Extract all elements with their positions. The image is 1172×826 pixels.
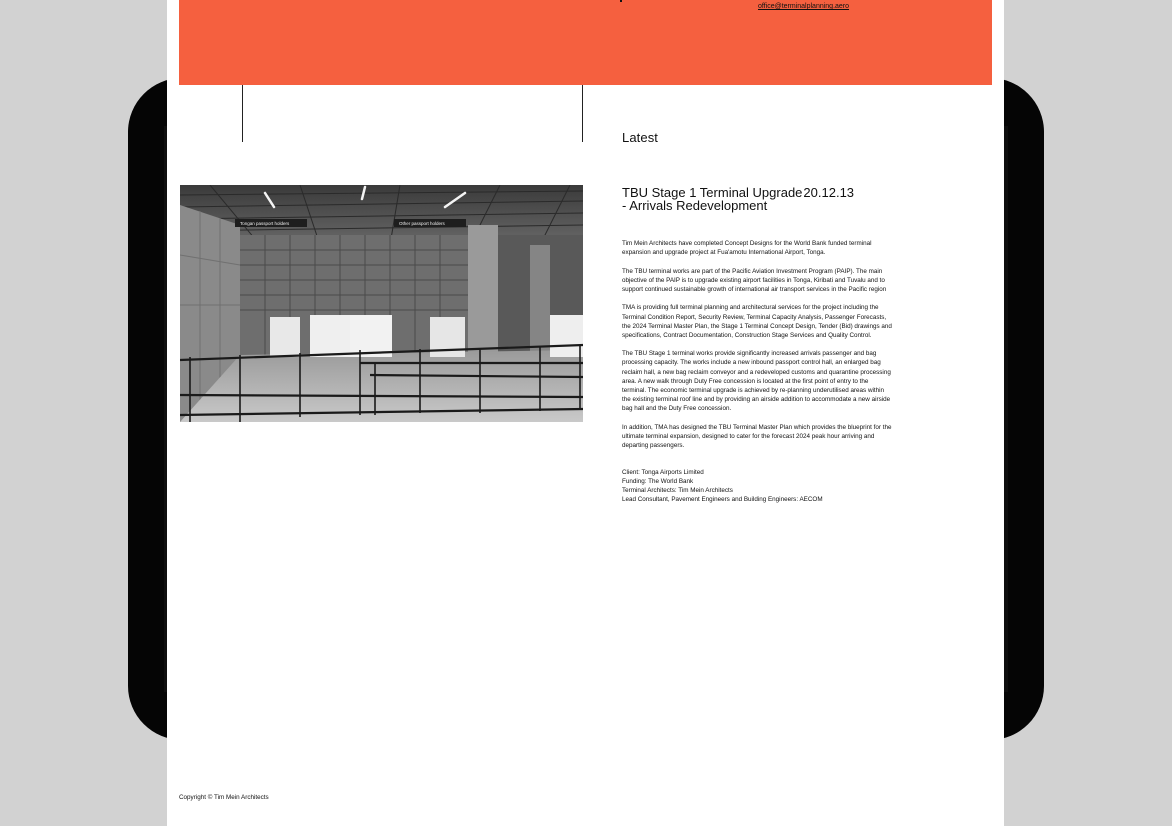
hero-text-fragment bbox=[620, 0, 622, 2]
credit-funding: Funding: The World Bank bbox=[622, 478, 694, 486]
column-divider-left bbox=[242, 85, 243, 142]
contact-email-link[interactable]: office@terminalplanning.aero bbox=[758, 3, 850, 10]
description-paragraph: The TBU terminal works are part of the Pacific Aviation Investment Program (PAIP). The main objective of the PAIP is to upgrade existing airport facilities in Tonga, Kiribati and Tuvalu and to support continued sustainable growth of international air transport services in the Pacific region bbox=[622, 267, 887, 293]
column-divider-right bbox=[582, 85, 583, 142]
sign-text-right: Other passport holders bbox=[399, 221, 445, 226]
description-paragraph: The TBU Stage 1 terminal works provide significantly increased arrivals passenger and bag processing capacity. The works include a new inbound passport control hall, an enlarged bag reclaim hall, a new bag reclaim conveyor and a redeveloped customs and quarantine processing area. A new walk through Duty Free concession is located at the first point of entry to the terminal. The economic terminal upgrade is achieved by re-planning underutilised areas within the existing terminal roof line and by providing an airside addition to accommodate a new airside bag hall and the Duty Free concession. bbox=[622, 350, 891, 413]
project-title-line2: - Arrivals Redevelopment bbox=[622, 198, 768, 213]
arrivals-hall-rendering bbox=[180, 185, 583, 422]
credit-client: Client: Tonga Airports Limited bbox=[622, 469, 704, 476]
hero-banner bbox=[179, 0, 992, 85]
project-credits bbox=[622, 468, 922, 505]
project-image[interactable] bbox=[180, 185, 583, 422]
sign-text-left: Tongan passport holders bbox=[240, 221, 290, 226]
project-date: 20.12.13 bbox=[803, 185, 855, 200]
credit-architects: Terminal Architects: Tim Mein Architects bbox=[622, 487, 733, 495]
description-paragraph: In addition, TMA has designed the TBU Terminal Master Plan which provides the blueprint for the ultimate terminal expansion, designed to cater for the forecast 2024 peak hour arriving and departing passengers. bbox=[622, 423, 892, 449]
web-page bbox=[167, 0, 1004, 826]
description-paragraph: TMA is providing full terminal planning and architectural services for the project including the Terminal Condition Report, Security Review, Terminal Capacity Analysis, Passenger Forecasts, the 2024 Terminal Master Plan, the Stage 1 Terminal Concept Design, Tender (Bid) drawings and specifications, Contract Documentation, Construction Stage Services and Quality Control. bbox=[622, 304, 892, 339]
latest-heading: Latest bbox=[622, 130, 659, 145]
credit-lead-consultant: Lead Consultant, Pavement Engineers and Building Engineers: AECOM bbox=[622, 496, 823, 504]
project-title-line1: TBU Stage 1 Terminal Upgrade bbox=[622, 185, 803, 200]
description-paragraph: Tim Mein Architects have completed Concept Designs for the World Bank funded terminal expansion and upgrade project at Fua'amotu International Airport, Tonga. bbox=[622, 240, 872, 257]
project-title[interactable] bbox=[622, 186, 922, 212]
copyright-footer: Copyright © Tim Mein Architects bbox=[179, 794, 269, 801]
project-description bbox=[622, 239, 894, 459]
